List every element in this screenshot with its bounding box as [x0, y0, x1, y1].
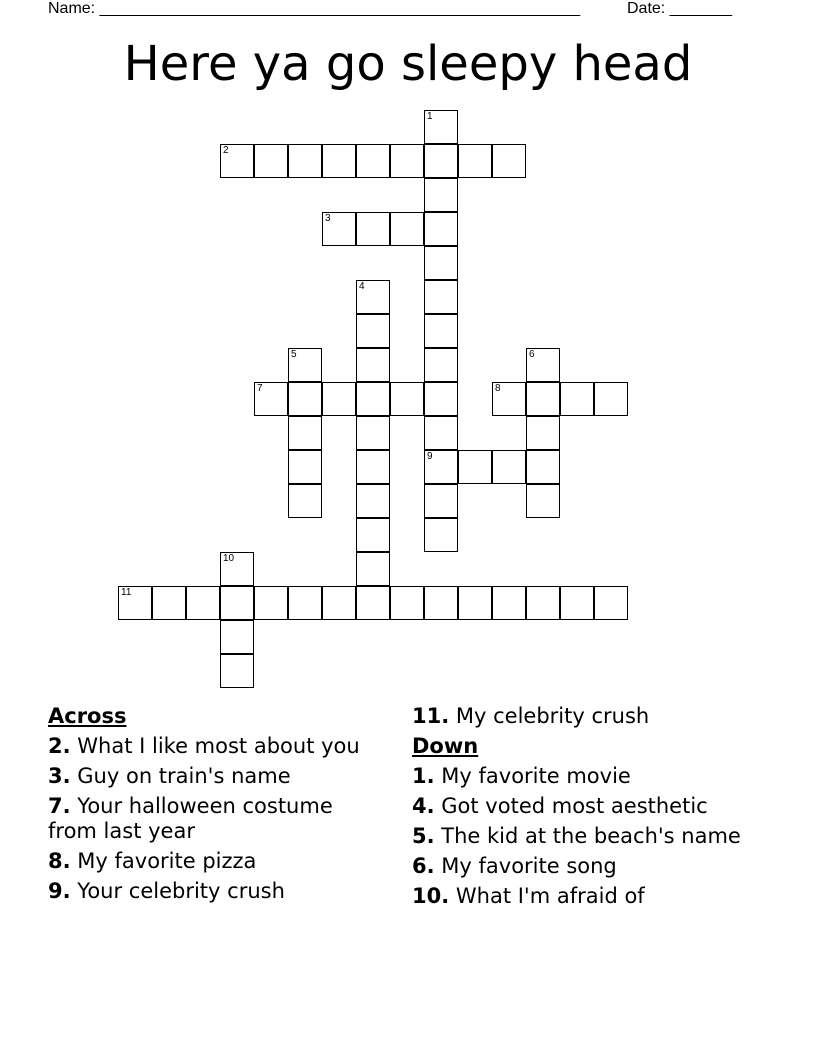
grid-cell[interactable]	[186, 586, 220, 620]
grid-cell[interactable]	[356, 212, 390, 246]
grid-cell[interactable]	[424, 178, 458, 212]
clue-number: 4.	[412, 794, 435, 818]
puzzle-title: Here ya go sleepy head	[123, 36, 693, 92]
grid-cell[interactable]	[152, 586, 186, 620]
grid-cell[interactable]	[356, 518, 390, 552]
grid-cell[interactable]	[356, 348, 390, 382]
clue-number: 6.	[412, 854, 435, 878]
grid-cell[interactable]	[526, 586, 560, 620]
grid-cell[interactable]	[390, 586, 424, 620]
grid-cell[interactable]	[424, 280, 458, 314]
clue-number: 7.	[48, 794, 71, 818]
across-heading: Across	[48, 704, 127, 728]
grid-cell[interactable]	[492, 144, 526, 178]
grid-cell[interactable]	[390, 144, 424, 178]
grid-cell[interactable]	[424, 484, 458, 518]
grid-cell[interactable]	[220, 552, 254, 586]
grid-cell[interactable]	[526, 484, 560, 518]
grid-cell[interactable]	[492, 586, 526, 620]
clue-text: My celebrity crush	[455, 704, 650, 728]
grid-cell[interactable]	[288, 450, 322, 484]
grid-cell[interactable]	[288, 586, 322, 620]
clue-item	[412, 794, 742, 819]
grid-cell[interactable]	[560, 586, 594, 620]
clue-item	[48, 764, 378, 789]
grid-cell[interactable]	[594, 382, 628, 416]
grid-cell[interactable]	[288, 382, 322, 416]
grid-cell[interactable]	[424, 246, 458, 280]
clue-number: 11.	[412, 704, 450, 728]
grid-cell[interactable]	[356, 280, 390, 314]
clue-text: My favorite pizza	[77, 849, 257, 873]
clue-number: 5.	[412, 824, 435, 848]
across-clues-column	[48, 704, 378, 909]
grid-cell[interactable]	[356, 586, 390, 620]
grid-cell[interactable]	[526, 416, 560, 450]
grid-cell[interactable]	[424, 518, 458, 552]
grid-cell[interactable]	[356, 450, 390, 484]
clue-number: 10.	[412, 884, 450, 908]
cell-number: 1	[427, 111, 433, 122]
clue-item	[412, 854, 742, 879]
cell-number: 11	[121, 587, 132, 598]
date-field-label: Date: _______	[627, 0, 732, 17]
grid-cell[interactable]	[254, 382, 288, 416]
name-field-label: Name: ______________________________________________________	[48, 0, 581, 17]
grid-cell[interactable]	[560, 382, 594, 416]
grid-cell[interactable]	[220, 654, 254, 688]
grid-cell[interactable]	[356, 552, 390, 586]
clue-item	[412, 884, 742, 909]
clue-text: Got voted most aesthetic	[441, 794, 708, 818]
grid-cell[interactable]	[356, 416, 390, 450]
cell-number: 10	[223, 553, 235, 564]
grid-cell[interactable]	[458, 450, 492, 484]
clue-number: 1.	[412, 764, 435, 788]
grid-cell[interactable]	[458, 586, 492, 620]
cell-number: 7	[257, 383, 263, 394]
clue-item	[48, 879, 378, 904]
grid-cell[interactable]	[390, 382, 424, 416]
cell-number: 6	[529, 349, 535, 360]
clue-item	[48, 734, 378, 759]
grid-cell[interactable]	[288, 484, 322, 518]
grid-cell[interactable]	[492, 450, 526, 484]
grid-cell[interactable]	[526, 450, 560, 484]
grid-cell[interactable]	[356, 144, 390, 178]
grid-cell[interactable]	[424, 416, 458, 450]
clue-item	[412, 764, 742, 789]
grid-cell[interactable]	[526, 348, 560, 382]
grid-cell[interactable]	[254, 144, 288, 178]
grid-cell[interactable]	[424, 382, 458, 416]
grid-cell[interactable]	[390, 212, 424, 246]
grid-cell[interactable]	[288, 416, 322, 450]
down-heading: Down	[412, 734, 479, 758]
grid-cell[interactable]	[424, 110, 458, 144]
grid-cell[interactable]	[424, 348, 458, 382]
grid-cell[interactable]	[526, 382, 560, 416]
clue-text: My favorite movie	[441, 764, 631, 788]
grid-cell[interactable]	[458, 144, 492, 178]
cell-number: 4	[359, 281, 365, 292]
grid-cell[interactable]	[322, 212, 356, 246]
clue-number: 9.	[48, 879, 71, 903]
clue-number: 8.	[48, 849, 71, 873]
down-clue-list	[412, 764, 742, 909]
cell-number: 5	[291, 349, 297, 360]
clue-text: What I like most about you	[77, 734, 360, 758]
cell-number: 8	[495, 383, 501, 394]
grid-cell[interactable]	[254, 586, 288, 620]
clue-text: The kid at the beach's name	[441, 824, 741, 848]
grid-cell[interactable]	[424, 144, 458, 178]
clue-number: 3.	[48, 764, 71, 788]
grid-cell[interactable]	[424, 586, 458, 620]
cell-number: 2	[223, 145, 229, 156]
clue-text: Your halloween costume from last year	[48, 794, 333, 843]
grid-cell[interactable]	[220, 586, 254, 620]
down-clues-column	[412, 704, 742, 914]
grid-cell[interactable]	[356, 484, 390, 518]
grid-cell[interactable]	[220, 620, 254, 654]
grid-cell[interactable]	[356, 382, 390, 416]
grid-cell[interactable]	[424, 212, 458, 246]
grid-cell[interactable]	[424, 450, 458, 484]
cell-number: 3	[325, 213, 331, 224]
clue-text: My favorite song	[441, 854, 617, 878]
grid-cell[interactable]	[424, 314, 458, 348]
clue-item	[48, 849, 378, 874]
clue-text: Guy on train's name	[77, 764, 291, 788]
grid-cell[interactable]	[220, 144, 254, 178]
cell-number: 9	[427, 451, 433, 462]
grid-cell[interactable]	[288, 348, 322, 382]
grid-cell[interactable]	[322, 382, 356, 416]
grid-cell[interactable]	[594, 586, 628, 620]
clue-item	[412, 704, 742, 729]
grid-cell[interactable]	[322, 586, 356, 620]
across-clue-list	[48, 734, 378, 904]
grid-cell[interactable]	[118, 586, 152, 620]
grid-cell[interactable]	[288, 144, 322, 178]
grid-cell[interactable]	[322, 144, 356, 178]
clue-text: What I'm afraid of	[455, 884, 645, 908]
grid-cell[interactable]	[356, 314, 390, 348]
clue-number: 2.	[48, 734, 71, 758]
grid-cell[interactable]	[492, 382, 526, 416]
clue-item	[48, 794, 378, 844]
clue-item	[412, 824, 742, 849]
across-clue-list-continued	[412, 704, 742, 729]
clue-text: Your celebrity crush	[77, 879, 285, 903]
